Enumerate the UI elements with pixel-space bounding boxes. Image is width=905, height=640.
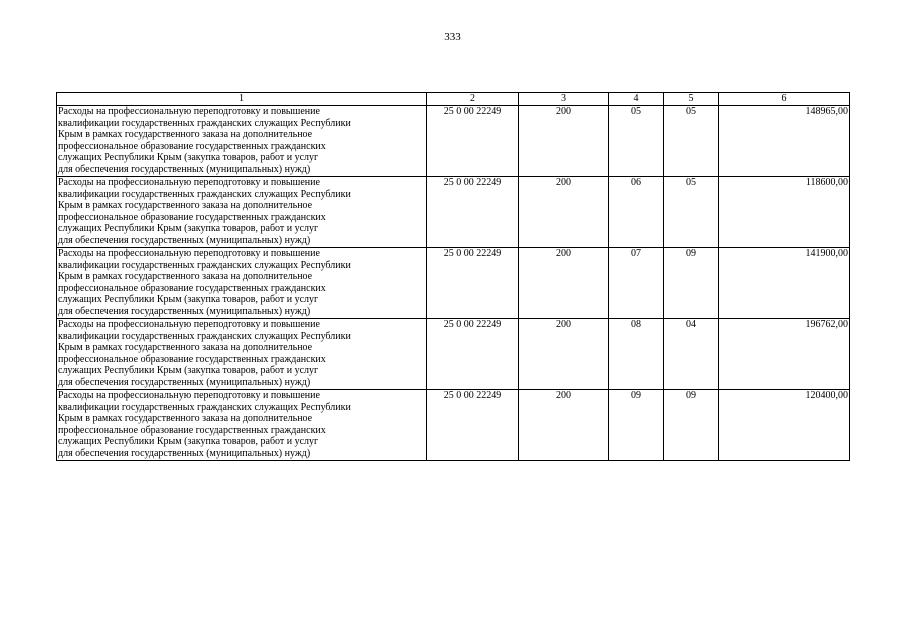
column-header: 4 — [609, 93, 664, 106]
description-line: Крым в рамках государственного заказа на дополнительное — [58, 413, 313, 425]
table-header-row — [57, 93, 850, 106]
description-line: квалификации государственных гражданских служащих Республики — [58, 188, 351, 200]
description-line: служащих Республики Крым (закупка товаров, работ и услуг — [58, 152, 319, 164]
table-row — [57, 177, 850, 248]
description-line: квалификации государственных гражданских служащих Республики — [58, 117, 351, 129]
expense-description — [57, 177, 427, 248]
target-code-cell: 25 0 00 22249 — [427, 106, 519, 177]
description-line: Крым в рамках государственного заказа на дополнительное — [58, 129, 313, 141]
expense-type-cell: 200 — [519, 390, 609, 461]
target-code-cell: 25 0 00 22249 — [427, 390, 519, 461]
description-line: профессиональное образование государственных гражданских — [58, 424, 326, 436]
subsection-cell: 09 — [664, 390, 719, 461]
section-cell: 06 — [609, 177, 664, 248]
amount-cell: 118600,00 — [719, 177, 850, 248]
table-body — [57, 106, 850, 461]
description-line: Крым в рамках государственного заказа на дополнительное — [58, 342, 313, 354]
expense-description — [57, 106, 427, 177]
description-line: Расходы на профессиональную переподготовку и повышение — [58, 106, 320, 117]
budget-table — [56, 92, 850, 461]
description-line: профессиональное образование государственных гражданских — [58, 140, 326, 152]
description-line: Расходы на профессиональную переподготовку и повышение — [58, 319, 320, 330]
description-line: служащих Республики Крым (закупка товаров, работ и услуг — [58, 365, 319, 377]
table-row — [57, 390, 850, 461]
description-line: Крым в рамках государственного заказа на дополнительное — [58, 271, 313, 283]
description-line: служащих Республики Крым (закупка товаров, работ и услуг — [58, 436, 319, 448]
description-line: квалификации государственных гражданских служащих Республики — [58, 401, 351, 413]
section-cell: 09 — [609, 390, 664, 461]
description-line: Крым в рамках государственного заказа на дополнительное — [58, 200, 313, 212]
column-header: 5 — [664, 93, 719, 106]
column-header: 3 — [519, 93, 609, 106]
subsection-cell: 04 — [664, 319, 719, 390]
column-header: 2 — [427, 93, 519, 106]
description-line: служащих Республики Крым (закупка товаров, работ и услуг — [58, 223, 319, 235]
page-number: 333 — [444, 31, 461, 43]
description-line: профессиональное образование государственных гражданских — [58, 282, 326, 294]
amount-cell: 120400,00 — [719, 390, 850, 461]
target-code-cell: 25 0 00 22249 — [427, 319, 519, 390]
description-line: квалификации государственных гражданских служащих Республики — [58, 330, 351, 342]
column-header: 6 — [719, 93, 850, 106]
description-line: Расходы на профессиональную переподготовку и повышение — [58, 177, 320, 188]
expense-type-cell: 200 — [519, 106, 609, 177]
subsection-cell: 05 — [664, 106, 719, 177]
section-cell: 08 — [609, 319, 664, 390]
section-cell: 05 — [609, 106, 664, 177]
column-header: 1 — [57, 93, 427, 106]
subsection-cell: 09 — [664, 248, 719, 319]
target-code-cell: 25 0 00 22249 — [427, 177, 519, 248]
table-row — [57, 106, 850, 177]
description-line: Расходы на профессиональную переподготовку и повышение — [58, 390, 320, 401]
description-line: профессиональное образование государственных гражданских — [58, 353, 326, 365]
target-code-cell: 25 0 00 22249 — [427, 248, 519, 319]
table-row — [57, 319, 850, 390]
description-line: квалификации государственных гражданских служащих Республики — [58, 259, 351, 271]
expense-type-cell: 200 — [519, 319, 609, 390]
expense-type-cell: 200 — [519, 177, 609, 248]
description-line: для обеспечения государственных (муниципальных) нужд) — [58, 234, 311, 246]
amount-cell: 148965,00 — [719, 106, 850, 177]
expense-description — [57, 390, 427, 461]
amount-cell: 196762,00 — [719, 319, 850, 390]
expense-description — [57, 319, 427, 390]
section-cell: 07 — [609, 248, 664, 319]
subsection-cell: 05 — [664, 177, 719, 248]
amount-cell: 141900,00 — [719, 248, 850, 319]
description-line: для обеспечения государственных (муниципальных) нужд) — [58, 376, 311, 388]
table-row — [57, 248, 850, 319]
description-line: для обеспечения государственных (муниципальных) нужд) — [58, 447, 311, 459]
expense-type-cell: 200 — [519, 248, 609, 319]
description-line: Расходы на профессиональную переподготовку и повышение — [58, 248, 320, 259]
expense-description — [57, 248, 427, 319]
description-line: профессиональное образование государственных гражданских — [58, 211, 326, 223]
description-line: для обеспечения государственных (муниципальных) нужд) — [58, 305, 311, 317]
description-line: для обеспечения государственных (муниципальных) нужд) — [58, 163, 311, 175]
description-line: служащих Республики Крым (закупка товаров, работ и услуг — [58, 294, 319, 306]
